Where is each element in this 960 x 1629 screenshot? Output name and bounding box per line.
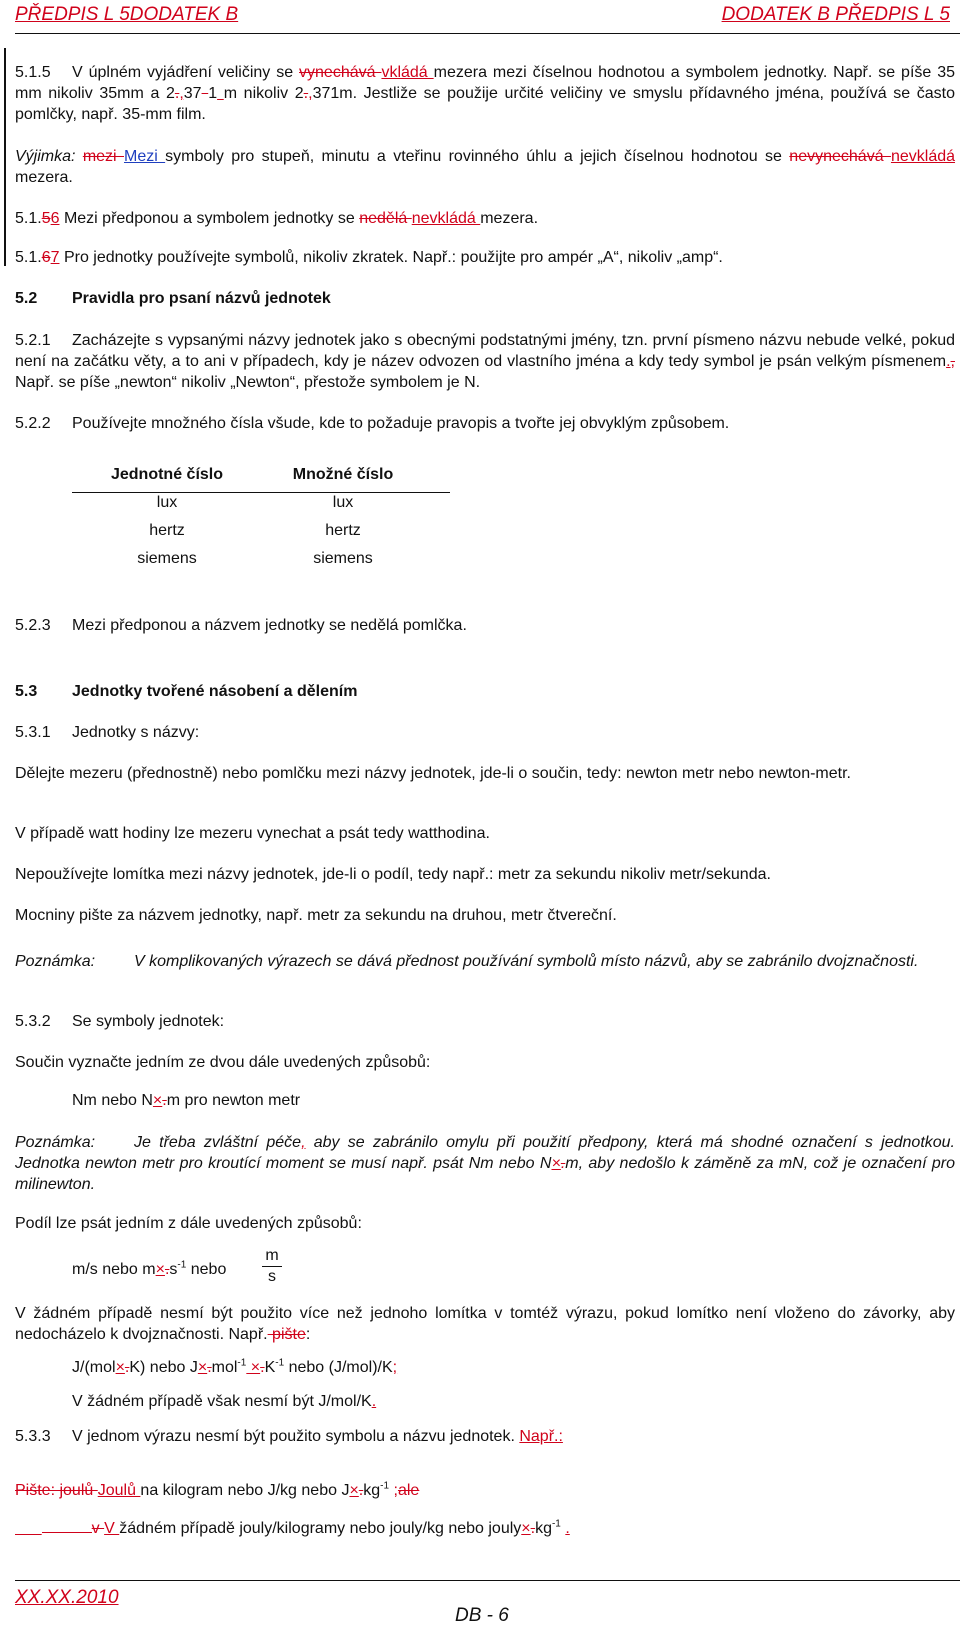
section-number: 5.1.5 bbox=[15, 64, 51, 81]
table-cell: siemens bbox=[137, 550, 197, 567]
footer-date: XX.XX.2010 bbox=[15, 1587, 119, 1608]
paragraph-5-2-2: 5.2.2 Používejte množného čísla všude, kde to požaduje pravopis a tvořte jej obvyklým způsobem. bbox=[15, 415, 730, 432]
paragraph-powers: Mocniny pište za názvem jednotky, např. metr za sekundu na druhou, metr čtvereční. bbox=[15, 907, 617, 924]
table-cell: lux bbox=[156, 494, 178, 511]
formula-joule-per-mol-kelvin: J/(mol×.K) nebo $J\times.mol^{-1} \times.K^{-1}$ nebo (J/mol)/K; bbox=[72, 1357, 398, 1376]
example-joule-per-kilogram-forbidden: v V žádném případě jouly/kilogramy nebo jouly/kg nebo $jouly\times.kg^{-1}$ . bbox=[15, 1515, 570, 1539]
paragraph-5-1-5: 5.1.5 V úplném vyjádření veličiny se vynechává vkládá mezera mezi číselnou hodnotou a symbolem jednotky. Např. se píše 35 mm nikoliv 35mm a 2.,37 1 m nikoliv 2.,371m. Jestliže se použije určité veličiny ve smyslu přídavného jména, používá se často pomlčky, např. 35-mm film. bbox=[15, 64, 956, 123]
paragraph-product-ways: Součin vyznačte jedním ze dvou dále uvedených způsobů: bbox=[15, 1054, 431, 1071]
table-rule bbox=[72, 492, 450, 493]
table-header: Množné číslo bbox=[292, 466, 394, 483]
paragraph-single-slash: V žádném případě nesmí být použito více než jednoho lomítka v tomtéž výrazu, pokud lomítko není vloženo do závorky, aby nedocházelo k dvojznačnosti. Např. pište: bbox=[15, 1305, 955, 1343]
section-heading-5-2: 5.2 Pravidla pro psaní názvů jednotek bbox=[15, 290, 331, 307]
paragraph-5-2-3: 5.2.3 Mezi předponou a názvem jednotky se nedělá pomlčka. bbox=[15, 617, 467, 634]
paragraph-quotient-ways: Podíl lze psát jedním z dále uvedených způsobů: bbox=[15, 1215, 362, 1232]
note-label: Poznámka: bbox=[15, 1134, 96, 1151]
table-cell: hertz bbox=[325, 522, 361, 539]
formula-forbidden-example: V žádném případě však nesmí být J/mol/K. bbox=[72, 1393, 377, 1410]
paragraph-5-1-7: 5.1.67 Pro jednotky používejte symbolů, nikoliv zkratek. Např.: použijte pro ampér „A“, nikoliv „amp“. bbox=[15, 249, 723, 266]
fraction-m-over-s: m s bbox=[262, 1247, 282, 1286]
paragraph-5-1-6: 5.1.56 Mezi předponou a symbolem jednotky se nedělá nevkládá mezera. bbox=[15, 210, 539, 227]
paragraph-watthodina: V případě watt hodiny lze mezeru vynechat a psát tedy watthodina. bbox=[15, 825, 490, 842]
paragraph-product-names: Dělejte mezeru (přednostně) nebo pomlčku mezi názvy jednotek, jde-li o součin, tedy: newton metr nebo newton-metr. bbox=[15, 765, 851, 782]
formula-newton-metre: Nm nebo N×.m pro newton metr bbox=[72, 1092, 301, 1109]
note-paragraph: Poznámka: Je třeba zvláštní péče, aby se zabránilo omylu při použití předpony, která má shodné označení s jednotkou. Jednotka newton metr pro kroutící moment se musí např. psát Nm nebo N×.m, aby nedošlo k záměně za mN, což je označení pro milinewton. bbox=[15, 1134, 956, 1193]
paragraph-no-slash: Nepoužívejte lomítka mezi názvy jednotek, jde-li o podíl, tedy např.: metr za sekundu nikoliv metr/sekunda. bbox=[15, 866, 771, 883]
inserted-text: vkládá bbox=[381, 64, 434, 81]
section-heading-5-3: 5.3 Jednotky tvořené násobení a dělením bbox=[15, 683, 358, 700]
header-right: DODATEK B PŘEDPIS L 5 bbox=[721, 4, 950, 25]
exception-paragraph: Výjimka: mezi Mezi symboly pro stupeň, minutu a vteřinu rovinného úhlu a jejich číselnou hodnotou se nevynechává nevkládá mezera. bbox=[15, 148, 956, 186]
table-cell: lux bbox=[332, 494, 354, 511]
change-bar bbox=[4, 48, 6, 266]
table-header: Jednotné číslo bbox=[110, 466, 224, 483]
paragraph-5-3-1: 5.3.1 Jednotky s názvy: bbox=[15, 724, 200, 741]
note-paragraph: Poznámka: V komplikovaných výrazech se dává přednost používání symbolů místo názvů, aby se zabránilo dvojznačnosti. bbox=[15, 953, 919, 970]
paragraph-5-3-2: 5.3.2 Se symboly jednotek: bbox=[15, 1013, 225, 1030]
exception-label: Výjimka: bbox=[15, 148, 76, 165]
formula-metre-per-second: m/s nebo $m\times.s^{-1}$ nebo bbox=[72, 1259, 227, 1278]
paragraph-5-3-3: 5.3.3 V jednom výrazu nesmí být použito symbolu a názvu jednotek. Např.: bbox=[15, 1428, 563, 1445]
deleted-text: vynechává bbox=[299, 64, 382, 81]
table-cell: siemens bbox=[313, 550, 373, 567]
footer-rule bbox=[15, 1580, 960, 1581]
header-rule bbox=[15, 33, 960, 34]
example-joule-per-kilogram: Pište: joulů Joulů na kilogram nebo J/kg nebo $J\times.kg^{-1}$ ;ale bbox=[15, 1480, 420, 1499]
footer-page-number: DB - 6 bbox=[455, 1605, 509, 1626]
paragraph-5-2-1: 5.2.1 Zacházejte s vypsanými názvy jednotek jako s obecnými podstatnými jmény, tzn. první písmeno názvu nebude velké, pokud není na začátku věty, a to ani v případech, kdy je název odvozen od vlastního jména a kdy tedy symbol je psán velkým písmenem., Např. se píše „newton“ nikoliv „Newton“, přestože symbolem je N. bbox=[15, 332, 955, 391]
header-left: PŘEDPIS L 5DODATEK B bbox=[15, 4, 239, 25]
note-label: Poznámka: bbox=[15, 953, 96, 970]
table-cell: hertz bbox=[149, 522, 185, 539]
